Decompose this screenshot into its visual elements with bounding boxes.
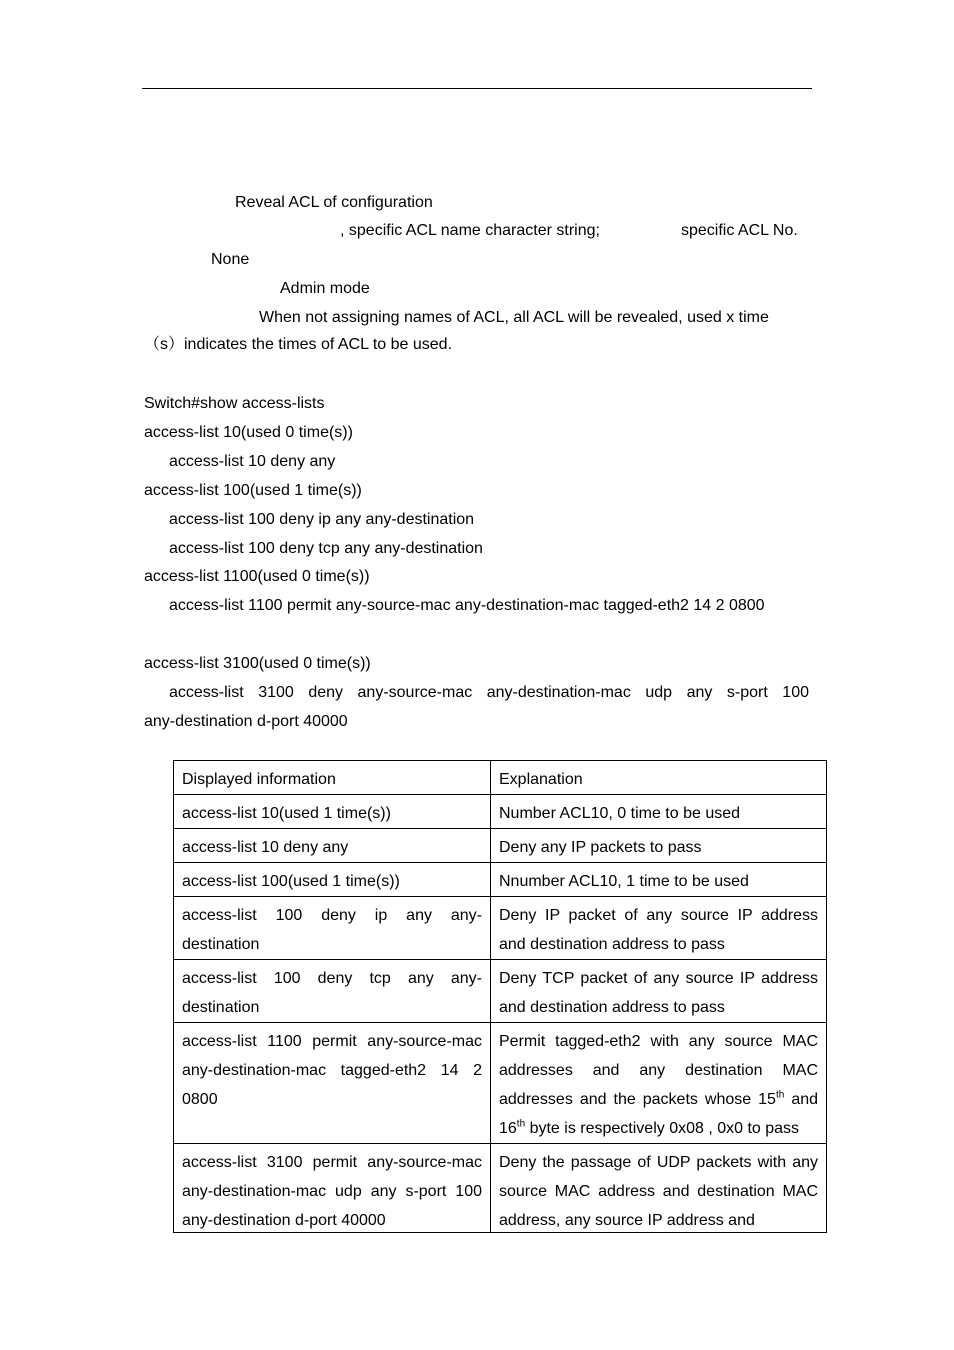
- usage-text-line2: （s）indicates the times of ACL to be used.: [144, 336, 453, 353]
- word: any-destination-mac: [486, 684, 631, 701]
- header-cell: Displayed information: [174, 761, 491, 795]
- example-line: access-list 3100(used 0 time(s)): [144, 655, 371, 672]
- example-line: access-list 1100(used 0 time(s)): [144, 568, 370, 585]
- explanation-cell-text: Deny the passage of UDP packets with any source MAC address and destination MAC address, any source IP address and: [499, 1154, 818, 1229]
- parameter-text-b: specific ACL No.: [681, 222, 798, 239]
- table-row: [174, 795, 827, 829]
- example-line: access-list 100 deny ip any any-destination: [169, 511, 475, 528]
- table-row: [174, 1144, 827, 1233]
- parameter-text-a: , specific ACL name character string;: [340, 222, 600, 239]
- info-cell: access-list 10(used 1 time(s)): [174, 795, 491, 829]
- info-cell: access-list 100(used 1 time(s)): [174, 863, 491, 897]
- table-row: [174, 863, 827, 897]
- table-row: [174, 960, 827, 1023]
- example-line: access-list 10(used 0 time(s)): [144, 424, 353, 441]
- explanation-part: Permit tagged-eth2 with any source MAC addresses and any destination MAC addresses and the packets whose 15: [499, 1033, 818, 1108]
- word: 100: [782, 684, 809, 701]
- superscript: th: [775, 1089, 785, 1101]
- example-line: Switch#show access-lists: [144, 395, 325, 412]
- explanation-cell: Deny IP packet of any source IP address and destination address to pass: [491, 897, 827, 960]
- explanation-cell: Deny any IP packets to pass: [491, 829, 827, 863]
- info-cell: access-list 1100 permit any-source-mac any-destination-mac tagged-eth2 14 2 0800: [174, 1023, 491, 1144]
- explanation-cell: Deny TCP packet of any source IP address and destination address to pass: [491, 960, 827, 1023]
- explanation-part: and 16: [499, 1091, 819, 1137]
- header-cell: Explanation: [491, 761, 827, 795]
- explanation-cell: [491, 1144, 827, 1233]
- word: access-list: [169, 684, 244, 701]
- example-line: access-list 100 deny tcp any any-destination: [169, 540, 483, 557]
- word: deny: [308, 684, 344, 701]
- function-text: Reveal ACL of configuration: [235, 194, 433, 211]
- usage-text-line1: When not assigning names of ACL, all ACL will be revealed, used x time: [259, 309, 769, 326]
- example-line: access-list 10 deny any: [169, 453, 336, 470]
- info-cell: access-list 100 deny tcp any any-destination: [174, 960, 491, 1023]
- info-cell: access-list 100 deny ip any any-destination: [174, 897, 491, 960]
- explanation-cell: [491, 1023, 827, 1144]
- info-table: [173, 760, 827, 1233]
- word: s-port: [726, 684, 768, 701]
- table-row: [174, 1023, 827, 1144]
- info-cell-text: access-list 3100 permit any-source-mac any-destination-mac udp any s-port 100 any-destination d-port 40000: [182, 1154, 482, 1229]
- word: udp: [645, 684, 673, 701]
- example-wrapped-line: [169, 683, 809, 703]
- explanation-part: byte is respectively 0x08 , 0x0 to pass: [525, 1120, 800, 1137]
- word: any: [686, 684, 713, 701]
- explanation-cell: Number ACL10, 0 time to be used: [491, 795, 827, 829]
- default-text: None: [211, 251, 250, 268]
- table-row: [174, 829, 827, 863]
- table-row: [174, 897, 827, 960]
- superscript: th: [516, 1118, 526, 1130]
- example-line: access-list 100(used 1 time(s)): [144, 482, 362, 499]
- explanation-cell: Nnumber ACL10, 1 time to be used: [491, 863, 827, 897]
- example-line: any-destination d-port 40000: [144, 713, 348, 730]
- mode-text: Admin mode: [280, 280, 370, 297]
- example-line: access-list 1100 permit any-source-mac any-destination-mac tagged-eth2 14 2 0800: [169, 597, 765, 614]
- word: 3100: [258, 684, 294, 701]
- table-header-row: [174, 761, 827, 795]
- info-cell: access-list 10 deny any: [174, 829, 491, 863]
- header-rule: [142, 88, 812, 89]
- info-cell: [174, 1144, 491, 1233]
- word: any-source-mac: [357, 684, 473, 701]
